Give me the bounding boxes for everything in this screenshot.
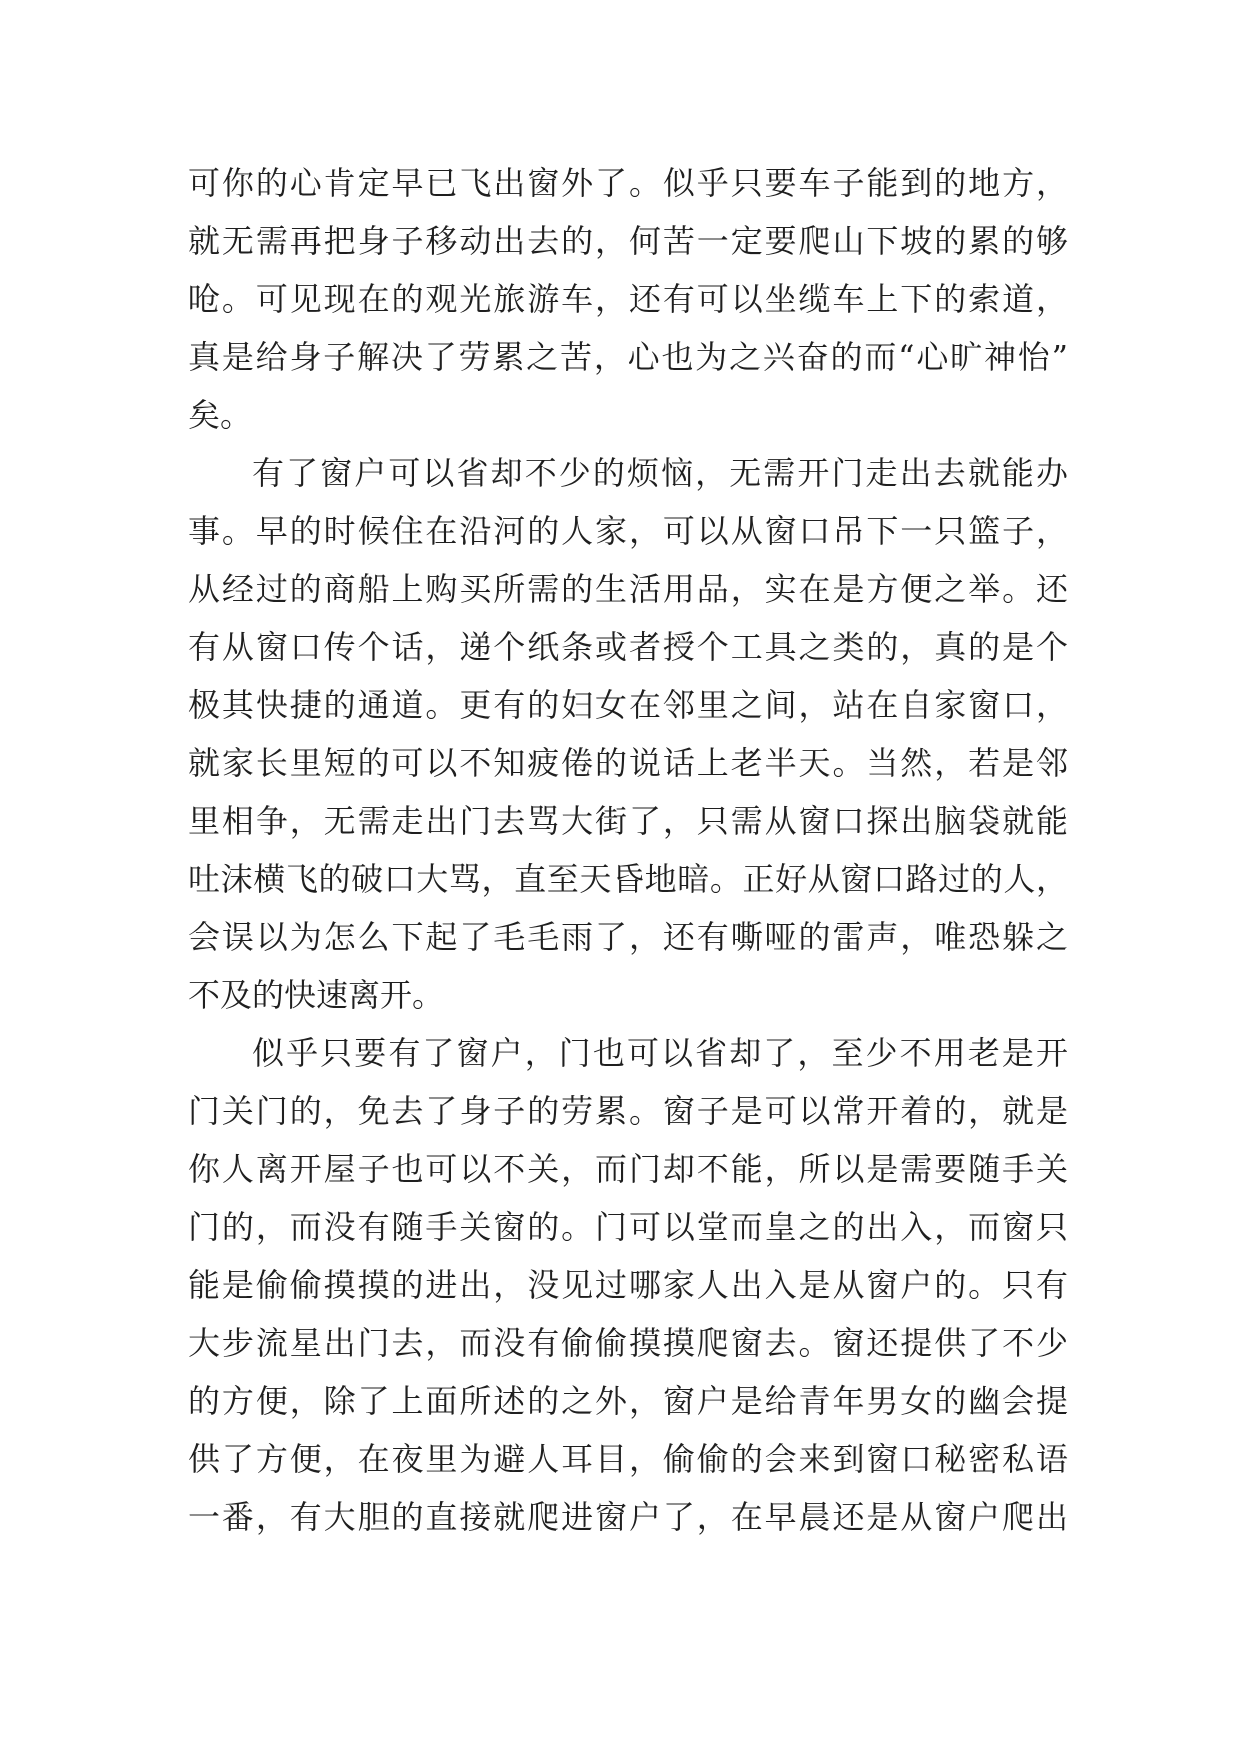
- text-line: 能是偷偷摸摸的进出，没见过哪家人出入是从窗户的。只有: [188, 1266, 1068, 1304]
- text-line: 吐沫横飞的破口大骂，直至天昏地暗。正好从窗口路过的人，: [188, 860, 1068, 898]
- text-line: 真是给身子解决了劳累之苦，心也为之兴奋的而“心旷神怡”: [188, 338, 1068, 376]
- text-line: 不及的快速离开。: [188, 976, 445, 1014]
- text-line: 似乎只要有了窗户，门也可以省却了，至少不用老是开: [252, 1034, 1068, 1072]
- text-line: 有从窗口传个话，递个纸条或者授个工具之类的，真的是个: [188, 628, 1068, 666]
- text-line: 大步流星出门去，而没有偷偷摸摸爬窗去。窗还提供了不少: [188, 1324, 1068, 1362]
- text-line: 里相争，无需走出门去骂大街了，只需从窗口探出脑袋就能: [188, 802, 1068, 840]
- text-line: 矣。: [188, 396, 253, 434]
- text-line: 会误以为怎么下起了毛毛雨了，还有嘶哑的雷声，唯恐躲之: [188, 918, 1068, 956]
- text-line: 从经过的商船上购买所需的生活用品，实在是方便之举。还: [188, 570, 1068, 608]
- text-line: 可你的心肯定早已飞出窗外了。似乎只要车子能到的地方，: [188, 164, 1068, 202]
- text-line: 就家长里短的可以不知疲倦的说话上老半天。当然，若是邻: [188, 744, 1068, 782]
- text-line: 门的，而没有随手关窗的。门可以堂而皇之的出入，而窗只: [188, 1208, 1068, 1246]
- text-line: 你人离开屋子也可以不关，而门却不能，所以是需要随手关: [188, 1150, 1068, 1188]
- text-line: 有了窗户可以省却不少的烦恼，无需开门走出去就能办: [252, 454, 1068, 492]
- paragraph-1: [188, 154, 1068, 444]
- text-line: 事。早的时候住在沿河的人家，可以从窗口吊下一只篮子，: [188, 512, 1068, 550]
- text-line: 就无需再把身子移动出去的，何苦一定要爬山下坡的累的够: [188, 222, 1068, 260]
- text-line: 门关门的，免去了身子的劳累。窗子是可以常开着的，就是: [188, 1092, 1068, 1130]
- text-line: 一番，有大胆的直接就爬进窗户了，在早晨还是从窗户爬出: [188, 1498, 1068, 1536]
- document-page: [188, 154, 1068, 1546]
- text-line: 供了方便，在夜里为避人耳目，偷偷的会来到窗口秘密私语: [188, 1440, 1068, 1478]
- paragraph-3: [188, 1024, 1068, 1546]
- text-line: 极其快捷的通道。更有的妇女在邻里之间，站在自家窗口，: [188, 686, 1068, 724]
- text-line: 呛。可见现在的观光旅游车，还有可以坐缆车上下的索道，: [188, 280, 1068, 318]
- paragraph-2: [188, 444, 1068, 1024]
- text-line: 的方便，除了上面所述的之外，窗户是给青年男女的幽会提: [188, 1382, 1068, 1420]
